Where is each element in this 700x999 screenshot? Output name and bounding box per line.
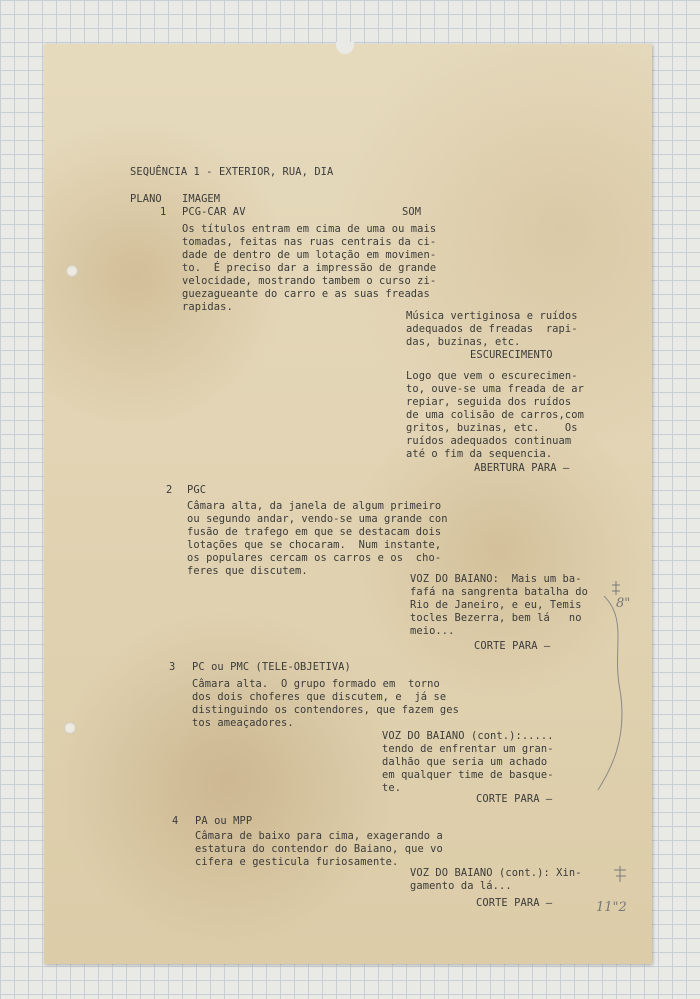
pencil-annotation: 8"	[616, 596, 631, 611]
column-som: SOM	[402, 206, 422, 218]
shot-transition: CORTE PARA —	[474, 640, 551, 652]
shot-image-text: Os títulos entram em cima de uma ou mais tomadas, feitas nas ruas centrais da ci- dade de dentro de um lotação em movimen- to. É preciso dar a impressão de grande velocidade, mostrando tambem o curso zi- guezagueante do carro e as suas freadas rapidas.	[182, 223, 437, 313]
shot-transition: CORTE PARA —	[476, 793, 553, 805]
pencil-annotation: 11"2	[596, 900, 627, 915]
shot-number: 4	[172, 815, 179, 827]
shot-sound-text: VOZ DO BAIANO (cont.):..... tendo de enfrentar um gran- dalhão que seria um achado em qualquer time de basque- te.	[382, 730, 554, 794]
shot-image-text: Câmara de baixo para cima, exagerando a estatura do contendor do Baiano, que vo cifera e gesticula furiosamente.	[195, 830, 443, 868]
shot-transition: ABERTURA PARA —	[474, 462, 570, 474]
shot-sound-text: Logo que vem o escurecimen- to, ouve-se uma freada de ar repiar, seguida dos ruídos de uma colisão de carros,com gritos, buzinas, etc. Os ruídos adequados continuam até o fim da sequencia.	[406, 370, 584, 460]
script-page	[44, 44, 652, 964]
shot-transition: CORTE PARA —	[476, 897, 553, 909]
shot-number: 1	[160, 206, 167, 218]
shot-image-text: Câmara alta, da janela de algum primeiro ou segundo andar, vendo-se uma grande con fusão de trafego em que se destacam dois lotações que se chocaram. Num instante, os populares cercam os carros e os cho- feres que discutem.	[187, 500, 448, 577]
shot-image-text: Câmara alta. O grupo formado em torno dos dois choferes que discutem, e já se distinguindo os contendores, que fazem ges tos ameaçadores.	[192, 678, 459, 729]
column-plano: PLANO	[130, 193, 162, 205]
paper-tear	[336, 42, 354, 54]
sequence-heading: SEQUÊNCIA 1 - EXTERIOR, RUA, DIA	[130, 166, 334, 178]
shot-number: 3	[169, 661, 176, 673]
shot-sound-text: VOZ DO BAIANO (cont.): Xin- gamento da lá...	[410, 867, 582, 892]
shot-label: PGC	[187, 484, 207, 496]
column-imagem: IMAGEM	[182, 193, 221, 205]
punch-hole	[66, 265, 78, 277]
shot-number: 2	[166, 484, 173, 496]
shot-label: PC ou PMC (TELE-OBJETIVA)	[192, 661, 351, 673]
shot-sound-text: VOZ DO BAIANO: Mais um ba- fafá na sangrenta batalha do Rio de Janeiro, e eu, Temis tocles Bezerra, bem lá no meio...	[410, 573, 588, 637]
shot-sound-fade: ESCURECIMENTO	[470, 349, 553, 361]
shot-sound-text: Música vertiginosa e ruídos adequados de freadas rapi- das, buzinas, etc.	[406, 310, 578, 348]
punch-hole	[64, 722, 76, 734]
shot-label: PA ou MPP	[195, 815, 253, 827]
shot-label: PCG-CAR AV	[182, 206, 246, 218]
